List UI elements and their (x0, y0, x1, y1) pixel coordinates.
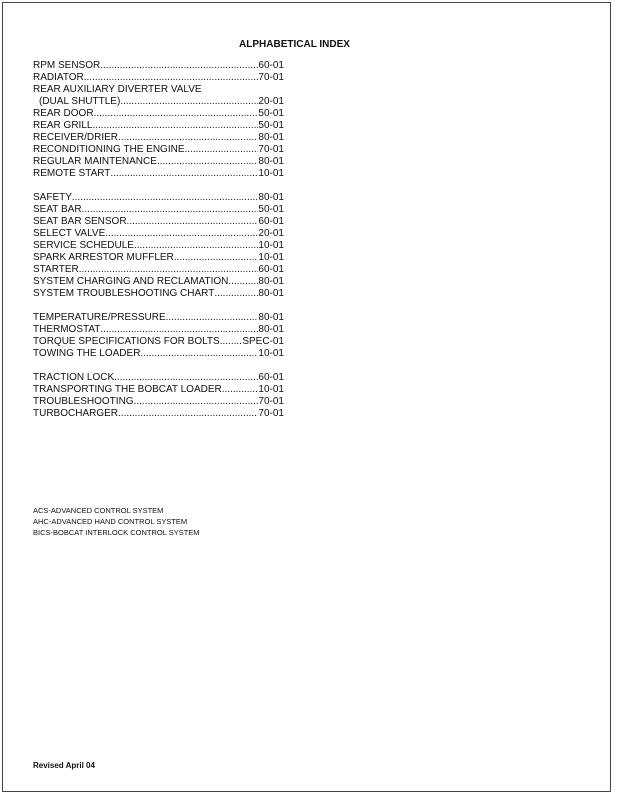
index-entry (33, 240, 284, 252)
page-title (3, 39, 610, 50)
entry-name: RECONDITIONING THE ENGINE (33, 144, 185, 155)
index-entry (33, 156, 284, 168)
index-entry (33, 336, 284, 348)
entry-name: REMOTE START (33, 168, 111, 179)
entry-name: TROUBLESHOOTING (33, 396, 134, 407)
entry-page: 10-01 (258, 384, 284, 395)
index-entry (33, 384, 284, 396)
entry-name: TEMPERATURE/PRESSURE (33, 312, 166, 323)
entry-name: THERMOSTAT (33, 324, 101, 335)
index-entry (33, 204, 284, 216)
dot-leader (127, 216, 259, 228)
dot-leader (94, 108, 259, 120)
title-text: ALPHABETICAL INDEX (239, 39, 350, 50)
index-group (33, 60, 284, 180)
index-list (33, 60, 284, 432)
index-entry (33, 276, 284, 288)
entry-name: REAR AUXILIARY DIVERTER VALVE (33, 84, 202, 95)
abbreviation-note: AHC-ADVANCED HAND CONTROL SYSTEM (33, 517, 188, 526)
entry-page: 10-01 (258, 348, 284, 359)
entry-name: RPM SENSOR (33, 60, 101, 71)
entry-name: STARTER (33, 264, 79, 275)
dot-leader (228, 276, 258, 288)
abbreviation-note: BICS-BOBCAT INTERLOCK CONTROL SYSTEM (33, 528, 200, 537)
index-entry (33, 408, 284, 420)
index-entry (33, 396, 284, 408)
index-entry (33, 312, 284, 324)
entry-page: 50-01 (258, 120, 284, 131)
index-entry (33, 144, 284, 156)
entry-name: SEAT BAR SENSOR (33, 216, 127, 227)
entry-page: 80-01 (258, 276, 284, 287)
entry-name: TURBOCHARGER (33, 408, 119, 419)
entry-name: TORQUE SPECIFICATIONS FOR BOLTS (33, 336, 220, 347)
entry-page: 80-01 (258, 132, 284, 143)
entry-page: 10-01 (258, 168, 284, 179)
dot-leader (185, 144, 259, 156)
index-group (33, 312, 284, 360)
index-entry (33, 288, 284, 300)
entry-name: REAR DOOR (33, 108, 94, 119)
entry-name: SYSTEM TROUBLESHOOTING CHART (33, 288, 215, 299)
index-entry (33, 228, 284, 240)
entry-page: 80-01 (258, 324, 284, 335)
index-entry (33, 348, 284, 360)
entry-name: TOWING THE LOADER (33, 348, 141, 359)
index-entry (33, 168, 284, 180)
entry-name: TRANSPORTING THE BOBCAT LOADER (33, 384, 222, 395)
dot-leader (82, 204, 259, 216)
entry-name: SAFETY (33, 192, 72, 203)
entry-page: 60-01 (258, 216, 284, 227)
entry-page: 70-01 (258, 408, 284, 419)
entry-name: REGULAR MAINTENANCE (33, 156, 157, 167)
dot-leader (120, 96, 258, 108)
entry-name: RECEIVER/DRIER (33, 132, 119, 143)
entry-page: 10-01 (258, 252, 284, 263)
entry-name: SYSTEM CHARGING AND RECLAMATION (33, 276, 229, 287)
entry-page: 70-01 (258, 396, 284, 407)
index-entry (33, 372, 284, 384)
dot-leader (114, 372, 258, 384)
dot-leader (79, 264, 259, 276)
abbreviation-note: ACS-ADVANCED CONTROL SYSTEM (33, 506, 164, 515)
dot-leader (92, 120, 258, 132)
dot-leader (134, 396, 259, 408)
entry-name: REAR GRILL (33, 120, 93, 131)
entry-name: SEAT BAR (33, 204, 82, 215)
dot-leader (134, 240, 258, 252)
entry-page: 80-01 (258, 288, 284, 299)
index-entry (33, 60, 284, 72)
dot-leader (157, 156, 259, 168)
entry-name: (DUAL SHUTTLE) (39, 96, 121, 107)
dot-leader (105, 228, 258, 240)
dot-leader (100, 60, 258, 72)
dot-leader (118, 132, 258, 144)
entry-page: 70-01 (258, 144, 284, 155)
document-page (2, 2, 611, 792)
index-entry (33, 216, 284, 228)
entry-page: 70-01 (258, 72, 284, 83)
index-entry (33, 108, 284, 120)
entry-page: 50-01 (258, 204, 284, 215)
dot-leader (214, 288, 258, 300)
dot-leader (222, 384, 259, 396)
dot-leader (100, 324, 258, 336)
entry-page: SPEC-01 (242, 336, 284, 347)
index-entry (33, 324, 284, 336)
entry-page: 20-01 (258, 228, 284, 239)
dot-leader (118, 408, 258, 420)
index-entry (33, 84, 284, 96)
entry-page: 60-01 (258, 372, 284, 383)
dot-leader (84, 72, 259, 84)
dot-leader (174, 252, 259, 264)
dot-leader (110, 168, 258, 180)
entry-page: 10-01 (258, 240, 284, 251)
revision-footer: Revised April 04 (33, 761, 95, 770)
entry-page: 80-01 (258, 192, 284, 203)
entry-page: 80-01 (258, 156, 284, 167)
entry-name: RADIATOR (33, 72, 84, 83)
entry-name: SELECT VALVE (33, 228, 106, 239)
index-entry (33, 72, 284, 84)
dot-leader (220, 336, 243, 348)
entry-page: 20-01 (258, 96, 284, 107)
index-entry (33, 192, 284, 204)
entry-page: 80-01 (258, 312, 284, 323)
index-entry (33, 252, 284, 264)
entry-page: 60-01 (258, 60, 284, 71)
dot-leader (140, 348, 258, 360)
index-group (33, 192, 284, 300)
index-entry (33, 120, 284, 132)
index-entry (33, 96, 284, 108)
entry-name: TRACTION LOCK (33, 372, 115, 383)
index-group (33, 372, 284, 420)
dot-leader (166, 312, 259, 324)
abbreviation-notes (33, 505, 200, 538)
entry-page: 60-01 (258, 264, 284, 275)
entry-page: 50-01 (258, 108, 284, 119)
entry-name: SPARK ARRESTOR MUFFLER (33, 252, 174, 263)
index-entry (33, 264, 284, 276)
dot-leader (72, 192, 259, 204)
entry-name: SERVICE SCHEDULE (33, 240, 134, 251)
index-entry (33, 132, 284, 144)
